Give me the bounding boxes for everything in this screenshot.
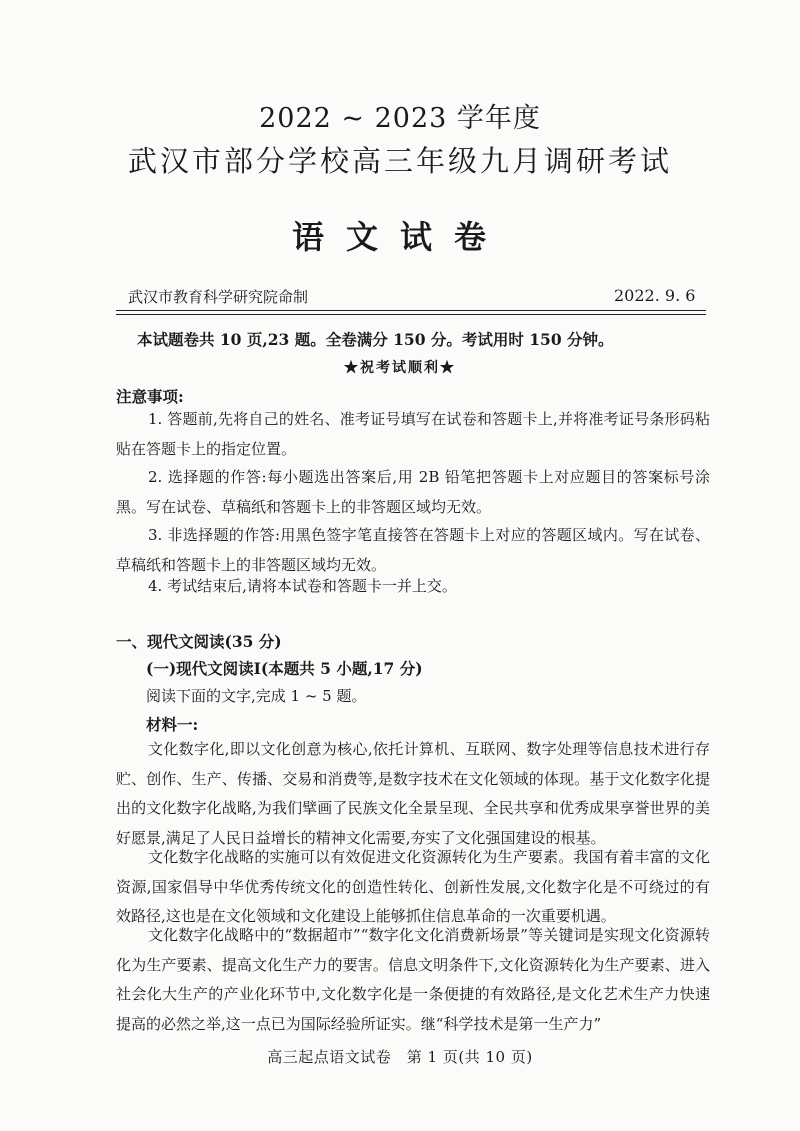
publisher: 武汉市教育科学研究院命制 (128, 288, 309, 306)
material-paragraph-1: 文化数字化,即以文化创意为核心,依托计算机、互联网、数字处理等信息技术进行存贮、创作、生产、传播、交易和消费等,是数字技术在文化领域的体现。基于文化数字化提出的文化数字化战略,为我们擘画了民族文化全景呈现、全民共享和优秀成果享誉世界的美好愿景,满足了人民日益增长的精神文化需要,夯实了文化强国建设的根基。 (116, 740, 710, 847)
material-paragraph-2: 文化数字化战略的实施可以有效促进文化资源转化为生产要素。我国有着丰富的文化资源,国家倡导中华优秀传统文化的创造性转化、创新性发展,文化数字化是不可绕过的有效路径,这也是在文化领域和文化建设上能够抓住信息革命的一次重要机遇。 (116, 848, 710, 925)
material-label: 材料一: (146, 715, 199, 734)
header-rule-top (116, 310, 706, 311)
section-subtitle: (一)现代文阅读Ⅰ(本题共 5 小题,17 分) (146, 659, 423, 678)
notice-item-3: 3. 非选择题的作答:用黑色签字笔直接答在答题卡上对应的答题区域内。写在试卷、草稿纸和答题卡上的非答题区域均无效。 (116, 526, 710, 574)
notice-item-2: 2. 选择题的作答:每小题选出答案后,用 2B 铅笔把答题卡上对应题目的答案标号涂黑。写在试卷、草稿纸和答题卡上的非答题区域均无效。 (116, 468, 710, 516)
exam-date: 2022. 9. 6 (614, 286, 696, 305)
good-luck-wish: ★祝考试顺利★ (344, 360, 456, 376)
notice-title: 注意事项: (116, 387, 184, 406)
material-paragraph-3: 文化数字化战略中的“数据超市”“数字化文化消费新场景”等关键词是实现文化资源转化为生产要素、提高文化生产力的要害。信息文明条件下,文化资源转化为生产要素、进入社会化大生产的产业化环节中,文化数字化是一条便捷的有效路径,是文化艺术生产力快速提高的必然之举,这一点已为国际经验所证实。继“科学技术是第一生产力” (116, 926, 710, 1033)
reading-instruction: 阅读下面的文字,完成 1 ~ 5 题。 (146, 687, 367, 705)
exam-info: 本试题卷共 10 页,23 题。全卷满分 150 分。考试用时 150 分钟。 (137, 330, 614, 349)
page-footer: 高三起点语文试卷 第 1 页(共 10 页) (267, 1048, 533, 1066)
academic-year: 2022 ~ 2023 学年度 (259, 103, 541, 134)
header-rule-bottom (116, 314, 706, 315)
section-title: 一、现代文阅读(35 分) (116, 632, 282, 651)
notice-item-4: 4. 考试结束后,请将本试卷和答题卡一并上交。 (148, 577, 457, 595)
exam-name: 武汉市部分学校高三年级九月调研考试 (127, 144, 672, 178)
subject-title: 语文试卷 (291, 218, 508, 256)
notice-item-1: 1. 答题前,先将自己的姓名、准考证号填写在试卷和答题卡上,并将准考证号条形码粘贴在答题卡上的指定位置。 (116, 410, 710, 458)
